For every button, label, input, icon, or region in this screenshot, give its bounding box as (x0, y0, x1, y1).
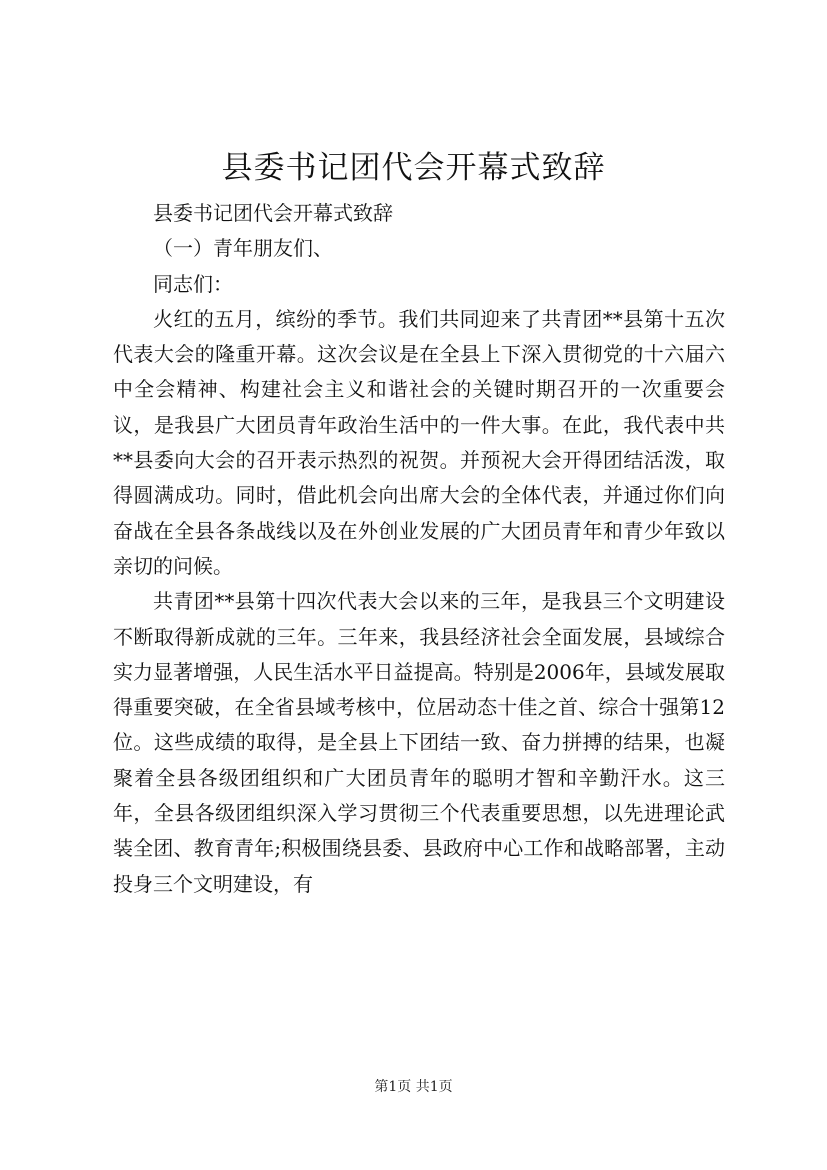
paragraph-opening: 火红的五月，缤纷的季节。我们共同迎来了共青团**县第十五次代表大会的隆重开幕。这次会议是在全县上下深入贯彻党的十六届六中全会精神、构建社会主义和谐社会的关键时期召开的一次重要会议，是我县广大团员青年政治生活中的一件大事。在此，我代表中共**县委向大会的召开表示热烈的祝贺。并预祝大会开得团结活泼，取得圆满成功。同时，借此机会向出席大会的全体代表，并通过你们向奋战在全县各条战线以及在外创业发展的广大团员青年和青少年致以亲切的问候。 (113, 306, 725, 578)
document-title: 县委书记团代会开幕式致辞 (221, 150, 606, 186)
paragraph-subtitle: 县委书记团代会开幕式致辞 (153, 201, 393, 225)
page-footer: 第1页 共1页 (374, 1079, 453, 1095)
paragraph-achievements: 共青团**县第十四次代表大会以来的三年，是我县三个文明建设不断取得新成就的三年。三年来，我县经济社会全面发展，县域综合实力显著增强，人民生活水平日益提高。特别是2006年，县域发展取得重要突破，在全省县域考核中，位居动态十佳之首、综合十强第12位。这些成绩的取得，是全县上下团结一致、奋力拼搏的结果，也凝聚着全县各级团组织和广大团员青年的聪明才智和辛勤汗水。这三年，全县各级团组织深入学习贯彻三个代表重要思想，以先进理论武装全团、教育青年;积极围绕县委、县政府中心工作和战略部署，主动投身三个文明建设，有 (113, 589, 725, 896)
paragraph-salutation-2: 同志们： (153, 271, 233, 296)
paragraph-salutation-1: （一）青年朋友们、 (153, 236, 333, 261)
document-body (113, 196, 725, 902)
